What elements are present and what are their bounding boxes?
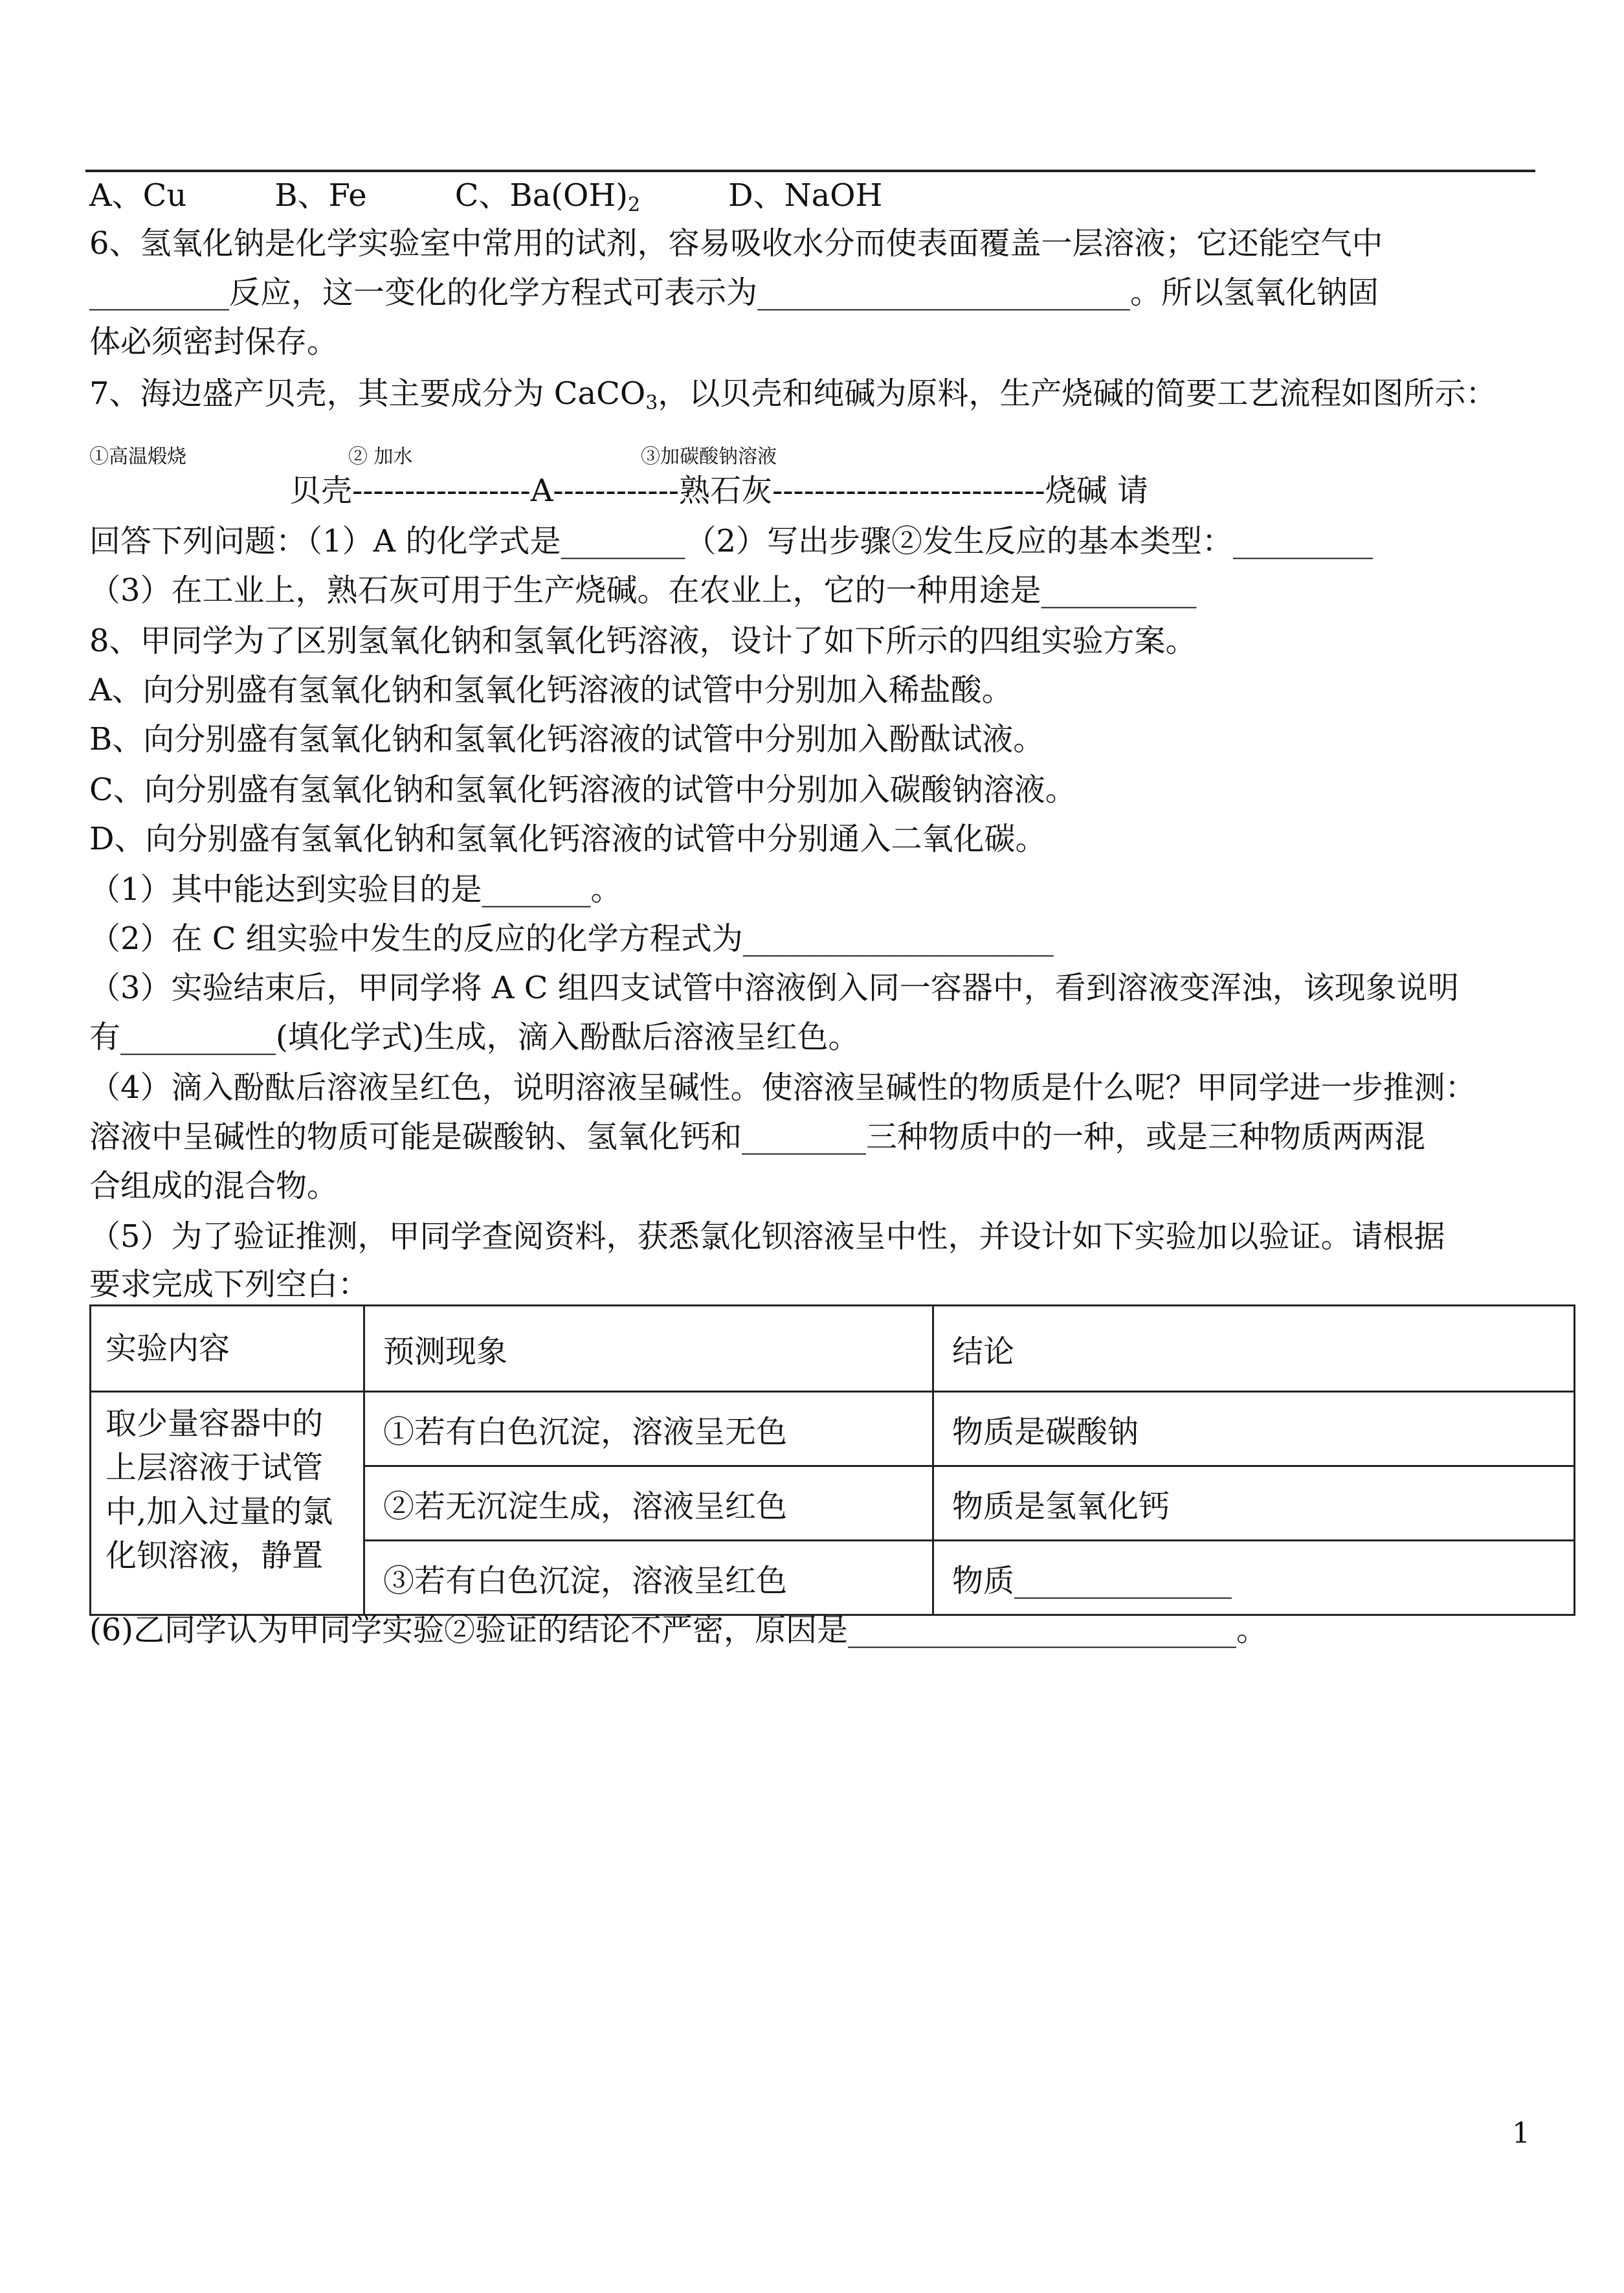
q5-options [89, 176, 1539, 225]
q6-line1: 6、氢氧化钠是化学实验室中常用的试剂，容易吸收水分而使表面覆盖一层溶液；它还能空气中 [89, 225, 1383, 262]
q8-option-c: C、向分别盛有氢氧化钠和氢氧化钙溶液的试管中分别加入碳酸钠溶液。 [89, 772, 1076, 808]
q8-option-d: D、向分别盛有氢氧化钠和氢氧化钙溶液的试管中分别通入二氧化碳。 [89, 821, 1047, 857]
option-d: D、NaOH [728, 177, 883, 214]
option-c: C、$Ba(OH)_2$ [454, 177, 641, 216]
q8-option-b: B、向分别盛有氢氧化钠和氢氧化钙溶液的试管中分别加入酚酞试液。 [89, 721, 1045, 757]
table-row [91, 1392, 1575, 1466]
top-rule [85, 170, 1535, 172]
step3-label: ③加碳酸钠溶液 [641, 445, 777, 468]
experiment-table [89, 1304, 1575, 1616]
option-a: A、Cu [89, 177, 187, 214]
conclusion-cell: 物质______________ [933, 1541, 1575, 1615]
header-phenomenon: 预测现象 [364, 1306, 933, 1392]
q8-sub6: (6)乙同学认为甲同学实验②验证的结论不严密，原因是_________________________。 [89, 1612, 1267, 1648]
process-flow: 贝壳-----------------A------------熟石灰--------------------------烧碱 请 [290, 473, 1148, 509]
q7-line4: （3）在工业上，熟石灰可用于生产烧碱。在农业上，它的一种用途是__________ [89, 572, 1197, 609]
q8-sub5-line1: （5）为了验证推测，甲同学查阅资料，获悉氯化钡溶液呈中性，并设计如下实验加以验证。请根据 [89, 1218, 1445, 1255]
q6-line2: _________反应，这一变化的化学方程式可表示为________________________。所以氢氧化钠固 [89, 274, 1379, 311]
q7-line1: 7、海边盛产贝壳，其主要成分为 CaCO$_3$，以贝壳和纯碱为原料，生产烧碱的简要工艺流程如图所示： [89, 375, 1497, 414]
phenomenon-cell: ②若无沉淀生成，溶液呈红色 [364, 1466, 933, 1541]
conclusion-cell: 物质是氢氧化钙 [933, 1466, 1575, 1541]
flow-step-labels [89, 440, 996, 466]
table-header-row [91, 1306, 1575, 1392]
page-number: 1 [1512, 2117, 1530, 2150]
step1-label: ①高温煅烧 [89, 445, 186, 468]
q8-intro: 8、甲同学为了区别氢氧化钠和氢氧化钙溶液，设计了如下所示的四组实验方案。 [89, 623, 1197, 659]
phenomenon-cell: ③若有白色沉淀，溶液呈红色 [364, 1541, 933, 1615]
q8-option-a: A、向分别盛有氢氧化钠和氢氧化钙溶液的试管中分别加入稀盐酸。 [89, 672, 1013, 708]
q8-sub2: （2）在 C 组实验中发生的反应的化学方程式为____________________ [89, 921, 1054, 957]
q8-sub3-line2: 有__________(填化学式)生成，滴入酚酞后溶液呈红色。 [89, 1019, 860, 1055]
q8-sub4-line3: 合组成的混合物。 [89, 1168, 339, 1204]
q8-sub4-line2: 溶液中呈碱性的物质可能是碳酸钠、氢氧化钙和________三种物质中的一种，或是三种物质两两混 [89, 1119, 1426, 1155]
step2-label: ② 加水 [348, 445, 413, 468]
q8-sub4-line1: （4）滴入酚酞后溶液呈红色，说明溶液呈碱性。使溶液呈碱性的物质是什么呢？甲同学进一步推测： [89, 1069, 1476, 1106]
phenomenon-cell: ①若有白色沉淀，溶液呈无色 [364, 1392, 933, 1466]
q8-sub5-line2: 要求完成下列空白： [89, 1266, 370, 1303]
q7-line3: 回答下列问题：（1）A 的化学式是________（2）写出步骤②发生反应的基本类型：_________ [89, 523, 1374, 559]
q6-line3: 体必须密封保存。 [89, 324, 339, 360]
conclusion-cell: 物质是碳酸钠 [933, 1392, 1575, 1466]
experiment-content-cell: 取少量容器中的上层溶液于试管中,加入过量的氯化钡溶液，静置 [91, 1392, 364, 1615]
header-conclusion: 结论 [933, 1306, 1575, 1392]
option-b: B、Fe [274, 177, 367, 214]
header-content: 实验内容 [91, 1306, 364, 1392]
q8-sub3-line1: （3）实验结束后，甲同学将 A C 组四支试管中溶液倒入同一容器中，看到溶液变浑浊，该现象说明 [89, 970, 1459, 1006]
q8-sub1: （1）其中能达到实验目的是_______。 [89, 871, 622, 908]
